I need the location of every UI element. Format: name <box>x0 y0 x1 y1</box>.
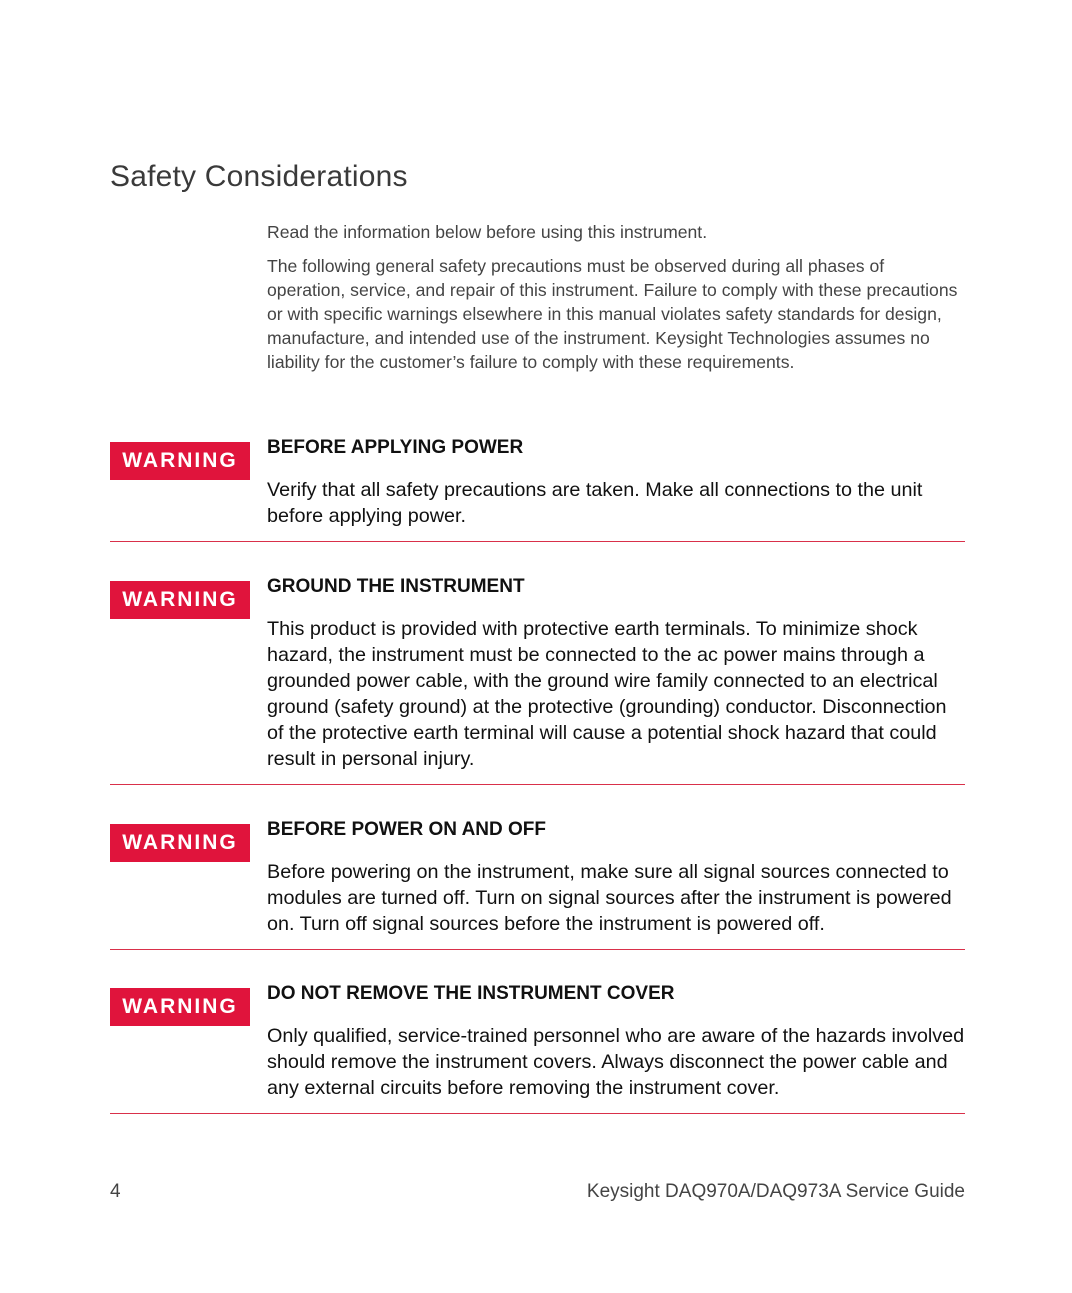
warning-label: WARNING <box>110 824 250 862</box>
warning-body: Before powering on the instrument, make sure all signal sources connected to modules are turned off. Turn on signal sources after the instrument is powered on. Turn off signal sources before the instrument is powered off. <box>267 861 952 935</box>
warning-label: WARNING <box>110 581 250 619</box>
warning-do-not-remove-cover <box>110 981 965 1114</box>
warning-heading: BEFORE APPLYING POWER <box>267 437 524 458</box>
warning-content <box>267 981 965 1113</box>
warning-label: WARNING <box>110 988 250 1026</box>
warning-content <box>267 435 965 541</box>
warning-content <box>267 817 965 949</box>
footer-document-title: Keysight DAQ970A/DAQ973A Service Guide <box>586 1181 965 1202</box>
warning-content <box>267 574 965 784</box>
warning-before-power-on-and-off <box>110 817 965 950</box>
page-title: Safety Considerations <box>110 160 408 193</box>
warning-body: This product is provided with protective earth terminals. To minimize shock hazard, the instrument must be connected to the ac power mains through a grounded power cable, with the ground wire family connected to an electrical ground (safety ground) at the protective (grounding) conductor. Disconnection of the protective earth terminal will cause a potential shock hazard that could result in personal injury. <box>267 618 947 770</box>
warning-ground-the-instrument <box>110 574 965 785</box>
warning-body: Only qualified, service-trained personnel who are aware of the hazards involved should remove the instrument covers. Always disconnect the power cable and any external circuits before removing the instrument cover. <box>267 1025 965 1099</box>
warning-heading: BEFORE POWER ON AND OFF <box>267 819 547 840</box>
warning-before-applying-power <box>110 435 965 542</box>
warning-heading: GROUND THE INSTRUMENT <box>267 576 525 597</box>
footer-page-number: 4 <box>110 1181 121 1202</box>
intro-paragraph: The following general safety precautions must be observed during all phases of operation, service, and repair of this instrument. Failure to comply with these precautions or with specific warnings elsewhere in this manual violates safety standards for design, manufacture, and intended use of the instrument. Keysight Technologies assumes no liability for the customer’s failure to comply with these requirements. <box>267 256 958 372</box>
warning-body: Verify that all safety precautions are taken. Make all connections to the unit before applying power. <box>267 479 923 527</box>
intro-lead: Read the information below before using this instrument. <box>267 222 708 242</box>
warning-heading: DO NOT REMOVE THE INSTRUMENT COVER <box>267 983 675 1004</box>
warning-label: WARNING <box>110 442 250 480</box>
intro-section <box>267 220 967 374</box>
